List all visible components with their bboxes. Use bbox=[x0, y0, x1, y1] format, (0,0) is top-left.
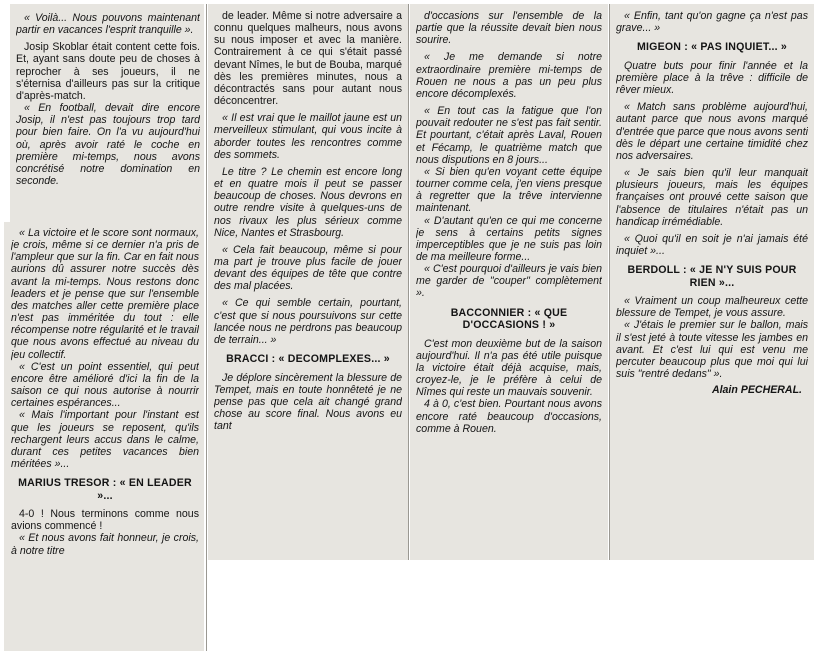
paragraph: « Quoi qu'il en soit je n'ai jamais été inquiet »... bbox=[616, 232, 808, 257]
paragraph: Josip Skoblar était content cette fois. Et, ayant sans doute peu de choses à reprocher à ses joueurs, il ne s'éternisa d'ailleurs pas sur la critique d'après-match. bbox=[16, 41, 200, 102]
column-1-top bbox=[16, 12, 200, 224]
interview-heading: BERDOLL : « JE N'Y SUIS POUR RIEN »... bbox=[627, 264, 797, 289]
paragraph: Quatre buts pour finir l'année et la première place à la trêve : difficile de rêver mieux. bbox=[616, 59, 808, 97]
interview-heading: BRACCI : « DECOMPLEXES... » bbox=[226, 353, 390, 366]
paragraph: « Si bien qu'en voyant cette équipe tourner comme cela, j'en viens presque à regretter que la trêve intervienne maintenant. bbox=[416, 165, 602, 215]
column-divider bbox=[408, 4, 409, 560]
interview-heading: MIGEON : « PAS INQUIET... » bbox=[636, 41, 787, 54]
paragraph: « D'autant qu'en ce qui me concerne je sens à certains petits signes imperceptibles que je ne suis pas loin de ma meilleure forme... bbox=[416, 214, 602, 263]
paragraph: « Vraiment un coup malheureux cette blessure de Tempet, je vous assure. bbox=[616, 295, 808, 320]
paragraph: « Voilà... Nous pouvons maintenant partir en vacances l'esprit tranquille ». bbox=[16, 12, 200, 37]
paragraph: « Mais l'important pour l'instant est que les joueurs se reposent, qu'ils rechargent leurs accus dans le calme, durant ces petites vacances bien méritées »... bbox=[11, 409, 199, 470]
paragraph: « C'est un point essentiel, qui peut encore être amélioré d'ici la fin de la saison ce qui nous autorise à nourrir certaines espérances... bbox=[11, 360, 199, 410]
blank-area bbox=[214, 562, 818, 651]
paragraph: « La victoire et le score sont normaux, je crois, même si ce dernier n'a pris de l'ampleur que sur la fin. Car en fait nous aurions dû assurer notre succès dès avant la mi-temps. Nous restons donc leaders et je pense que sur l'ensemble des matches aller cette première place n'est pas imméritée du tout : elle récompense notre régularité et le travail que nous avons effectué au niveau du jeu collectif. bbox=[11, 227, 199, 361]
column-divider bbox=[609, 4, 610, 560]
paragraph: de leader. Même si notre adversaire a connu quelques malheurs, nous avons su nous imposer et avec la manière. Contrairement à ce qui s'était passé devant Nîmes, le but de Bouba, marqué dès les premières minutes, nous a décontractés sans pour autant nous déconcentrer. bbox=[214, 10, 402, 108]
paragraph: « C'est pourquoi d'ailleurs je vais bien me garder de "couper" complètement ». bbox=[416, 263, 602, 300]
paragraph: « Je me demande si notre extraordinaire première mi-temps de Rouen ne nous a pas un peu plus encore décomplexés. bbox=[416, 51, 602, 100]
paragraph: d'occasions sur l'ensemble de la partie que la réussite devait bien nous sourire. bbox=[416, 10, 602, 47]
paragraph: C'est mon deuxième but de la saison aujourd'hui. Il n'a pas été utile puisque la victoire était déjà acquise, mais, croyez-le, je le préfère à celui de Nîmes qui reste un mauvais souvenir. bbox=[416, 337, 602, 399]
column-divider bbox=[206, 4, 207, 651]
interview-heading: BACCONNIER : « QUE D'OCCASIONS ! » bbox=[450, 306, 568, 332]
paragraph: « Il est vrai que le maillot jaune est un merveilleux stimulant, qui vous incite à aborder toutes les rencontres comme des sommets. bbox=[214, 112, 402, 161]
paragraph: « Ce qui semble certain, pourtant, c'est que si nous poursuivons sur cette lancée nous ne perdrons pas beaucoup de terrain... » bbox=[214, 297, 402, 346]
paragraph: Je déplore sincèrement la blessure de Tempet, mais en toute honnêteté je ne pense pas que cela ait changé grand chose au score final. Nous avons eu tant bbox=[214, 371, 402, 433]
paragraph: « Cela fait beaucoup, même si pour ma part je trouve plus facile de jouer devant des équipes de tête que contre des mal placées. bbox=[214, 243, 402, 293]
author-signature: Alain PECHERAL. bbox=[711, 384, 802, 397]
paragraph: « Enfin, tant qu'on gagne ça n'est pas grave... » bbox=[616, 10, 808, 35]
paragraph: « Je sais bien qu'il leur manquait plusieurs joueurs, mais les équipes françaises ont prouvé cette saison que l'absence de titulaires n'était pas un handicap irrémédiable. bbox=[616, 167, 808, 228]
paragraph: « Match sans problème aujourd'hui, autant parce que nous avons marqué d'entrée que parce que nous avons senti dès le départ une certaine timidité chez nos adversaires. bbox=[616, 101, 808, 162]
interview-heading: MARIUS TRESOR : « EN LEADER »... bbox=[18, 477, 192, 502]
paragraph: 4-0 ! Nous terminons comme nous avions commencé ! bbox=[11, 508, 199, 533]
paragraph: « En tout cas la fatigue que l'on pouvait redouter ne s'est pas fait sentir. Et pourtant, c'était après Laval, Rouen et Fécamp, le quatrième match que nous disputions en 8 jours... bbox=[416, 105, 602, 166]
column-4 bbox=[616, 10, 808, 556]
column-2 bbox=[214, 10, 402, 556]
paragraph: « Et nous avons fait honneur, je crois, à notre titre bbox=[11, 532, 199, 557]
column-3 bbox=[416, 10, 602, 556]
paragraph: « J'étais le premier sur le ballon, mais il s'est jeté à toute vitesse les jambes en avant. Et c'est lui qui est venu me percuter beaucoup plus que moi qui lui suis "rentré dedans" ». bbox=[616, 319, 808, 381]
column-1-bottom bbox=[11, 227, 199, 651]
paragraph: Le titre ? Le chemin est encore long et en quatre mois il peut se passer beaucoup de choses. Nous devrons en outre rendre visite à quelques-uns de nos rivaux les plus sérieux comme Nice, Nantes et Strasbourg. bbox=[214, 165, 402, 239]
paragraph: 4 à 0, c'est bien. Pourtant nous avons encore raté beaucoup d'occasions, comme à Rouen. bbox=[416, 398, 602, 435]
paragraph: « En football, devait dire encore Josip, il n'est pas toujours trop tard pour bien faire. On l'a vu aujourd'hui où, après avoir raté le coche en première mi-temps, nous avons concrétisé notre domination en seconde. bbox=[16, 102, 200, 188]
